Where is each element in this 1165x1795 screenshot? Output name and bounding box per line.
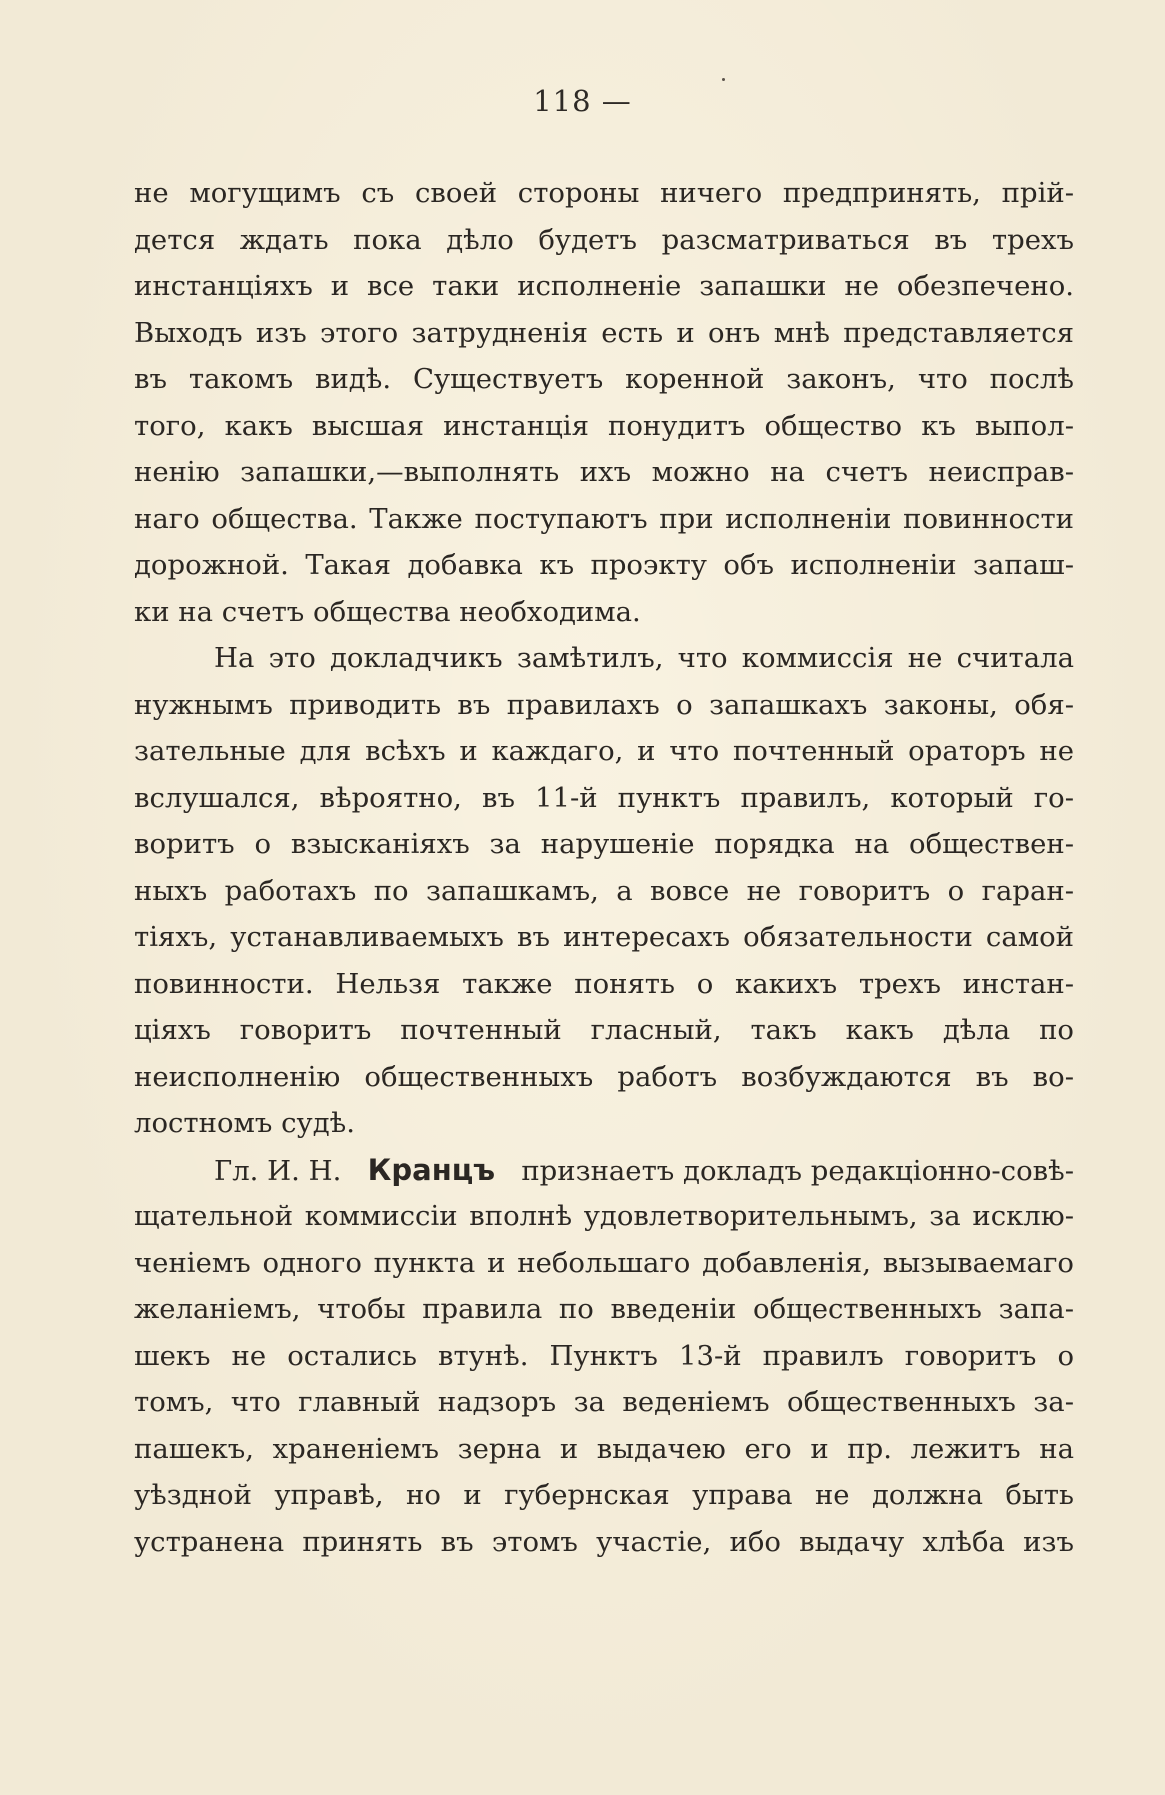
paper-speck — [722, 78, 725, 81]
text-line: дется ждать пока дѣло будетъ разсматриваться въ трехъ — [134, 223, 1074, 256]
page-number-header: 118 — — [533, 84, 632, 118]
text-line: щательной коммиссіи вполнѣ удовлетворительнымъ, за исклю- — [134, 1200, 1074, 1232]
paragraph-end-line: лостномъ судѣ. — [134, 1107, 355, 1139]
text-line: неисполненію общественныхъ работъ возбуждаются въ во- — [134, 1060, 1074, 1093]
text-line: нужнымъ приводить въ правилахъ о запашкахъ законы, обя- — [134, 688, 1074, 721]
text-line: того, какъ высшая инстанція понудитъ общество къ выпол- — [134, 409, 1074, 442]
text-line: шекъ не остались втунѣ. Пунктъ 13-й правилъ говоритъ о — [134, 1339, 1074, 1372]
paragraph-start-line: На это докладчикъ замѣтилъ, что коммиссія не считала — [214, 642, 1074, 674]
text-line: наго общества. Также поступаютъ при исполненіи повинности — [134, 502, 1074, 535]
text-line: уѣздной управѣ, но и губернская управа не должна быть — [134, 1479, 1074, 1511]
text-line: желаніемъ, чтобы правила по введеніи общественныхъ запа- — [134, 1293, 1074, 1325]
speaker-name: Кранцъ — [367, 1152, 496, 1187]
speaker-line-text: признаетъ докладъ редакціонно-совѣ- — [521, 1154, 1074, 1187]
text-line: воритъ о взысканіяхъ за нарушеніе порядка на обществен- — [134, 828, 1074, 860]
text-line: повинности. Нельзя также понять о какихъ трехъ инстан- — [134, 967, 1074, 1000]
speaker-prefix: Гл. И. Н. — [214, 1154, 342, 1187]
text-line: ненію запашки,—выполнять ихъ можно на счетъ неисправ- — [134, 456, 1074, 488]
body-text — [134, 170, 1074, 1565]
text-line: зательные для всѣхъ и каждаго, и что почтенный ораторъ не — [134, 735, 1074, 767]
text-line: дорожной. Такая добавка къ проэкту объ исполненіи запаш- — [134, 549, 1074, 581]
text-line: ціяхъ говоритъ почтенный гласный, такъ какъ дѣла по — [134, 1014, 1074, 1046]
text-line: инстанціяхъ и все таки исполненіе запашки не обезпечено. — [134, 270, 1074, 302]
text-line: томъ, что главный надзоръ за веденіемъ общественныхъ за- — [134, 1386, 1074, 1418]
text-line: тіяхъ, устанавливаемыхъ въ интересахъ обязательности самой — [134, 921, 1074, 953]
text-line: устранена принять въ этомъ участіе, ибо выдачу хлѣба изъ — [134, 1525, 1074, 1558]
text-line: ченіемъ одного пункта и небольшаго добавленія, вызываемаго — [134, 1246, 1074, 1279]
text-line: въ такомъ видѣ. Существуетъ коренной законъ, что послѣ — [134, 363, 1074, 395]
speaker-line — [134, 1147, 1074, 1194]
text-line: ныхъ работахъ по запашкамъ, а вовсе не говоритъ о гаран- — [134, 874, 1074, 907]
paragraph-end-line: ки на счетъ общества необходима. — [134, 595, 641, 628]
text-line: вслушался, вѣроятно, въ 11-й пунктъ правилъ, который го- — [134, 781, 1074, 814]
text-line: Выходъ изъ этого затрудненія есть и онъ мнѣ представляется — [134, 316, 1074, 349]
text-line: не могущимъ съ своей стороны ничего предпринять, прій- — [134, 177, 1074, 209]
text-line: пашекъ, храненіемъ зерна и выдачею его и пр. лежитъ на — [134, 1432, 1074, 1465]
